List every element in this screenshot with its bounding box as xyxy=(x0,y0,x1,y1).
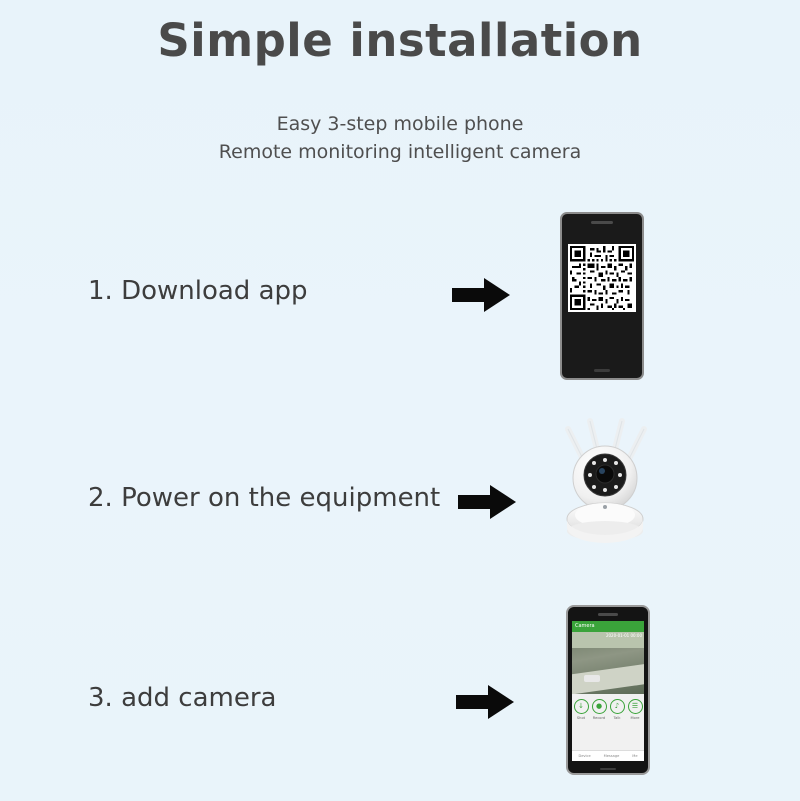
step-2-power-on xyxy=(0,405,800,595)
phone-home-indicator xyxy=(594,369,610,372)
page-title: Simple installation xyxy=(157,14,643,67)
control-record[interactable] xyxy=(591,699,608,720)
wifi-security-camera xyxy=(540,415,670,550)
shot-icon: ↓ xyxy=(574,699,589,714)
video-timestamp: 2020-01-01 00:00 xyxy=(605,633,642,638)
tab-message[interactable]: Message xyxy=(603,754,620,758)
control-record-label: Record xyxy=(592,716,606,720)
phone-home-indicator xyxy=(600,768,616,770)
record-icon: ● xyxy=(592,699,607,714)
arrow-right-icon xyxy=(456,685,518,719)
page-subtitle xyxy=(0,110,800,166)
step-2-label: 2. Power on the equipment xyxy=(88,483,441,513)
camera-controls xyxy=(572,694,644,720)
control-talk[interactable] xyxy=(609,699,626,720)
phone-speaker xyxy=(591,221,613,224)
talk-icon: ♪ xyxy=(610,699,625,714)
control-more[interactable] xyxy=(627,699,644,720)
live-video-preview xyxy=(572,632,644,694)
control-talk-label: Talk xyxy=(613,716,621,720)
app-screen xyxy=(572,621,644,761)
arrow-right-icon xyxy=(458,485,520,519)
control-more-label: More xyxy=(630,716,640,720)
app-bottom-tabs xyxy=(572,750,644,761)
subtitle-line-2: Remote monitoring intelligent camera xyxy=(218,141,582,163)
app-bar-title: Camera xyxy=(572,621,644,632)
control-shot[interactable] xyxy=(573,699,590,720)
phone-with-live-view-app xyxy=(566,605,650,775)
qr-code xyxy=(568,244,636,312)
step-3-add-camera xyxy=(0,605,800,795)
phone-speaker xyxy=(598,613,618,616)
control-shot-label: Shot xyxy=(576,716,586,720)
subtitle-line-1: Easy 3-step mobile phone xyxy=(276,113,524,135)
arrow-right-icon xyxy=(452,278,514,312)
step-1-label: 1. Download app xyxy=(88,276,308,306)
phone-with-qr-code xyxy=(560,212,644,380)
tab-me[interactable]: Me xyxy=(632,754,638,758)
step-1-download-app xyxy=(0,198,800,388)
tab-device[interactable]: Device xyxy=(578,754,591,758)
more-icon: ☰ xyxy=(628,699,643,714)
step-3-label: 3. add camera xyxy=(88,683,277,713)
